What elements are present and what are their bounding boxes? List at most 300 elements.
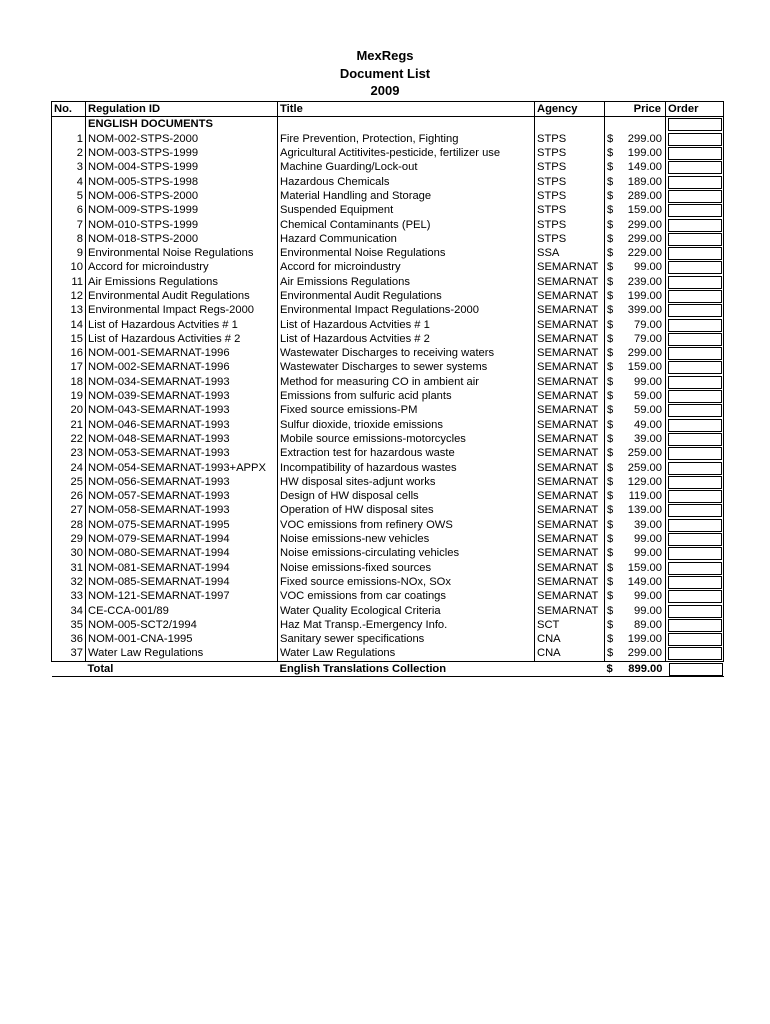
row-number: 19	[52, 389, 86, 403]
agency: SEMARNAT	[535, 475, 605, 489]
price	[605, 418, 666, 432]
price-currency: $	[607, 618, 614, 631]
table-row	[52, 575, 724, 589]
order-cell	[666, 246, 724, 260]
price	[605, 146, 666, 160]
price-amount: 89.00	[634, 618, 662, 631]
order-input[interactable]	[668, 476, 722, 489]
regulation-id: NOM-004-STPS-1999	[86, 160, 278, 174]
order-input[interactable]	[668, 490, 722, 503]
regulation-id: NOM-046-SEMARNAT-1993	[86, 418, 278, 432]
table-row	[52, 332, 724, 346]
price-currency: $	[607, 204, 614, 217]
table-row	[52, 217, 724, 231]
agency: SEMARNAT	[535, 603, 605, 617]
regulation-id: NOM-080-SEMARNAT-1994	[86, 546, 278, 560]
price	[605, 389, 666, 403]
order-input[interactable]	[668, 261, 722, 274]
regulation-title: Mobile source emissions-motorcycles	[278, 432, 535, 446]
agency: SEMARNAT	[535, 360, 605, 374]
table-row	[52, 146, 724, 160]
price	[605, 189, 666, 203]
row-number: 32	[52, 575, 86, 589]
order-input[interactable]	[668, 147, 722, 160]
order-cell	[666, 489, 724, 503]
order-input[interactable]	[668, 190, 722, 203]
order-input[interactable]	[668, 533, 722, 546]
regulation-title: Operation of HW disposal sites	[278, 503, 535, 517]
price	[605, 260, 666, 274]
price-currency: $	[607, 518, 614, 531]
regulation-title: Extraction test for hazardous waste	[278, 446, 535, 460]
price-currency: $	[607, 504, 614, 517]
price-currency: $	[607, 175, 614, 188]
price-amount: 199.00	[627, 290, 662, 302]
price-currency: $	[607, 432, 614, 445]
regulation-id: NOM-054-SEMARNAT-1993+APPX	[86, 460, 278, 474]
price-currency: $	[607, 361, 614, 374]
agency: SCT	[535, 618, 605, 632]
price-amount: 79.00	[634, 332, 662, 345]
total-title: English Translations Collection	[278, 661, 535, 676]
price-currency: $	[607, 633, 614, 646]
price-amount: 299.00	[627, 347, 662, 360]
regulation-title: Agricultural Actitivites-pesticide, fertilizer use	[278, 146, 535, 160]
price-currency: $	[607, 490, 614, 503]
regulation-title: Fixed source emissions-NOx, SOx	[278, 575, 535, 589]
price-amount: 49.00	[634, 418, 662, 431]
order-input[interactable]	[668, 333, 722, 346]
order-input[interactable]	[668, 319, 722, 332]
regulation-id: NOM-018-STPS-2000	[86, 232, 278, 246]
agency: STPS	[535, 132, 605, 146]
agency: STPS	[535, 203, 605, 217]
regulation-id: NOM-079-SEMARNAT-1994	[86, 532, 278, 546]
price	[605, 646, 666, 661]
table-row	[52, 446, 724, 460]
order-input[interactable]	[668, 376, 722, 389]
price-currency: $	[607, 475, 614, 488]
price-currency: $	[607, 261, 614, 274]
regulation-title: VOC emissions from refinery OWS	[278, 518, 535, 532]
header-brand: MexRegs	[356, 48, 414, 63]
price-currency: $	[607, 232, 614, 245]
regulation-id: NOM-081-SEMARNAT-1994	[86, 561, 278, 575]
regulation-id: NOM-085-SEMARNAT-1994	[86, 575, 278, 589]
price-amount: 149.00	[627, 575, 662, 588]
table-row	[52, 289, 724, 303]
regulation-id: NOM-006-STPS-2000	[86, 189, 278, 203]
row-number: 28	[52, 518, 86, 532]
price	[605, 275, 666, 289]
price-currency: $	[607, 547, 614, 560]
regulation-title: List of Hazardous Actvities # 1	[278, 317, 535, 331]
order-input[interactable]	[668, 562, 722, 575]
row-number: 1	[52, 132, 86, 146]
order-input[interactable]	[668, 447, 722, 460]
regulation-title: Incompatibility of hazardous wastes	[278, 460, 535, 474]
order-input[interactable]	[668, 547, 722, 560]
agency: SEMARNAT	[535, 503, 605, 517]
order-input[interactable]	[668, 404, 722, 417]
regulation-title: Water Quality Ecological Criteria	[278, 603, 535, 617]
table-row	[52, 603, 724, 617]
price-amount: 299.00	[627, 132, 662, 145]
agency: CNA	[535, 646, 605, 661]
price-currency: $	[607, 647, 614, 660]
order-cell	[666, 546, 724, 560]
table-row	[52, 303, 724, 317]
order-cell	[666, 360, 724, 374]
agency: SEMARNAT	[535, 403, 605, 417]
order-cell	[666, 389, 724, 403]
price-amount: 79.00	[634, 318, 662, 331]
order-input[interactable]	[668, 233, 722, 246]
order-cell	[666, 217, 724, 231]
price-amount: 39.00	[634, 432, 662, 445]
price	[605, 618, 666, 632]
price-currency: $	[607, 247, 614, 260]
regulation-id: NOM-009-STPS-1999	[86, 203, 278, 217]
agency: SEMARNAT	[535, 518, 605, 532]
order-input[interactable]	[668, 504, 722, 517]
row-number: 26	[52, 489, 86, 503]
order-input[interactable]	[668, 590, 722, 603]
regulation-title: Sulfur dioxide, trioxide emissions	[278, 418, 535, 432]
price-currency: $	[607, 461, 614, 474]
row-number: 22	[52, 432, 86, 446]
price-amount: 289.00	[627, 189, 662, 202]
order-cell	[666, 375, 724, 389]
regulation-id: NOM-010-STPS-1999	[86, 217, 278, 231]
price-currency: $	[607, 590, 614, 603]
order-input[interactable]	[668, 619, 722, 632]
table-row	[52, 275, 724, 289]
order-cell	[666, 632, 724, 646]
price-currency: $	[607, 575, 614, 588]
price	[605, 475, 666, 489]
agency: SEMARNAT	[535, 346, 605, 360]
table-row	[52, 317, 724, 331]
price-amount: 59.00	[634, 390, 662, 403]
order-cell	[666, 561, 724, 575]
regulation-id: NOM-057-SEMARNAT-1993	[86, 489, 278, 503]
row-number: 6	[52, 203, 86, 217]
price-currency: $	[607, 147, 614, 160]
order-input[interactable]	[668, 433, 722, 446]
regulation-title: Emissions from sulfuric acid plants	[278, 389, 535, 403]
regulation-id: NOM-121-SEMARNAT-1997	[86, 589, 278, 603]
regulation-title: Environmental Noise Regulations	[278, 246, 535, 260]
row-number: 5	[52, 189, 86, 203]
price	[605, 489, 666, 503]
agency: SEMARNAT	[535, 561, 605, 575]
order-cell	[666, 446, 724, 460]
order-input[interactable]	[668, 247, 722, 260]
order-input[interactable]	[668, 605, 722, 618]
table-row	[52, 632, 724, 646]
table-row	[52, 532, 724, 546]
row-number: 30	[52, 546, 86, 560]
price	[605, 174, 666, 188]
agency: SEMARNAT	[535, 375, 605, 389]
row-number: 9	[52, 246, 86, 260]
order-cell	[666, 275, 724, 289]
price-amount: 299.00	[627, 647, 662, 660]
regulation-id: NOM-075-SEMARNAT-1995	[86, 518, 278, 532]
regulation-title: Environmental Audit Regulations	[278, 289, 535, 303]
price	[605, 503, 666, 517]
order-input[interactable]	[668, 304, 722, 317]
price-currency: $	[607, 561, 614, 574]
regulation-id: List of Hazardous Actvities # 1	[86, 317, 278, 331]
agency: SEMARNAT	[535, 460, 605, 474]
regulation-title: VOC emissions from car coatings	[278, 589, 535, 603]
regulation-id: NOM-053-SEMARNAT-1993	[86, 446, 278, 460]
order-cell	[666, 203, 724, 217]
regulation-id: Environmental Impact Regs-2000	[86, 303, 278, 317]
order-input[interactable]	[668, 161, 722, 174]
price-amount: 99.00	[634, 590, 662, 603]
col-header-agency: Agency	[535, 102, 605, 117]
agency: SEMARNAT	[535, 546, 605, 560]
total-row	[52, 661, 724, 676]
price-currency: $	[607, 533, 614, 546]
row-number: 4	[52, 174, 86, 188]
price	[605, 232, 666, 246]
regulation-title: Environmental Impact Regulations-2000	[278, 303, 535, 317]
regulation-title: HW disposal sites-adjunt works	[278, 475, 535, 489]
regulation-id: Environmental Audit Regulations	[86, 289, 278, 303]
agency: SEMARNAT	[535, 446, 605, 460]
table-row	[52, 618, 724, 632]
agency: SEMARNAT	[535, 489, 605, 503]
price	[605, 632, 666, 646]
price	[605, 446, 666, 460]
agency: SEMARNAT	[535, 275, 605, 289]
order-cell	[666, 432, 724, 446]
order-input[interactable]	[668, 176, 722, 189]
regulation-id: NOM-001-SEMARNAT-1996	[86, 346, 278, 360]
regulation-title: Fire Prevention, Protection, Fighting	[278, 132, 535, 146]
order-input[interactable]	[668, 290, 722, 303]
row-number: 34	[52, 603, 86, 617]
order-cell	[666, 174, 724, 188]
agency: SEMARNAT	[535, 589, 605, 603]
price-currency: $	[607, 604, 614, 617]
regulation-title: Wastewater Discharges to sewer systems	[278, 360, 535, 374]
row-number: 13	[52, 303, 86, 317]
row-number: 15	[52, 332, 86, 346]
order-input[interactable]	[668, 647, 722, 660]
table-row	[52, 546, 724, 560]
total-price	[605, 661, 666, 676]
price-currency: $	[607, 418, 614, 431]
order-cell	[666, 260, 724, 274]
agency: SEMARNAT	[535, 532, 605, 546]
total-price-currency: $	[606, 662, 613, 675]
price-amount: 299.00	[627, 218, 662, 231]
table-row	[52, 360, 724, 374]
col-header-title: Title	[278, 102, 535, 117]
order-input[interactable]	[669, 663, 723, 676]
order-cell	[666, 132, 724, 146]
agency: SEMARNAT	[535, 332, 605, 346]
order-input[interactable]	[668, 519, 722, 532]
table-row	[52, 418, 724, 432]
order-input[interactable]	[668, 219, 722, 232]
price-amount: 39.00	[634, 518, 662, 531]
regulation-id: NOM-002-SEMARNAT-1996	[86, 360, 278, 374]
order-cell	[666, 403, 724, 417]
row-number: 16	[52, 346, 86, 360]
price	[605, 360, 666, 374]
row-number: 11	[52, 275, 86, 289]
regulation-id: Environmental Noise Regulations	[86, 246, 278, 260]
price	[605, 432, 666, 446]
table-row	[52, 475, 724, 489]
order-cell	[666, 532, 724, 546]
order-input[interactable]	[668, 390, 722, 403]
price-amount: 159.00	[627, 204, 662, 217]
regulation-id: NOM-005-SCT2/1994	[86, 618, 278, 632]
regulation-id: NOM-034-SEMARNAT-1993	[86, 375, 278, 389]
price-amount: 119.00	[628, 490, 662, 503]
regulation-id: NOM-048-SEMARNAT-1993	[86, 432, 278, 446]
row-number: 3	[52, 160, 86, 174]
price-amount: 199.00	[627, 147, 662, 160]
row-number: 7	[52, 217, 86, 231]
agency: STPS	[535, 174, 605, 188]
table-row	[52, 246, 724, 260]
price-currency: $	[607, 318, 614, 331]
row-number: 8	[52, 232, 86, 246]
order-input[interactable]	[668, 361, 722, 374]
order-cell	[666, 603, 724, 617]
order-cell	[666, 418, 724, 432]
col-header-price: Price	[605, 102, 666, 117]
row-number: 20	[52, 403, 86, 417]
price-amount: 149.00	[627, 161, 662, 174]
row-number: 21	[52, 418, 86, 432]
price-amount: 189.00	[627, 175, 662, 188]
agency: STPS	[535, 189, 605, 203]
row-number: 23	[52, 446, 86, 460]
regulation-id: Air Emissions Regulations	[86, 275, 278, 289]
col-header-regulation-id: Regulation ID	[86, 102, 278, 117]
price	[605, 317, 666, 331]
price-amount: 129.00	[627, 475, 662, 488]
col-header-order: Order	[666, 102, 724, 117]
price-amount: 239.00	[627, 275, 662, 288]
table-row	[52, 174, 724, 188]
regulation-id: NOM-039-SEMARNAT-1993	[86, 389, 278, 403]
table-row	[52, 203, 724, 217]
row-number: 29	[52, 532, 86, 546]
regulation-title: Material Handling and Storage	[278, 189, 535, 203]
regulation-id: NOM-001-CNA-1995	[86, 632, 278, 646]
order-input[interactable]	[668, 462, 722, 475]
price	[605, 546, 666, 560]
price-amount: 399.00	[627, 304, 662, 317]
price	[605, 403, 666, 417]
regulation-id: NOM-056-SEMARNAT-1993	[86, 475, 278, 489]
agency: STPS	[535, 217, 605, 231]
order-cell	[666, 317, 724, 331]
order-input[interactable]	[668, 133, 722, 146]
regulation-title: Accord for microindustry	[278, 260, 535, 274]
order-input[interactable]	[668, 276, 722, 289]
regulation-id: List of Hazardous Activities # 2	[86, 332, 278, 346]
agency: SEMARNAT	[535, 317, 605, 331]
table-row	[52, 389, 724, 403]
price-currency: $	[607, 404, 614, 417]
price-amount: 199.00	[627, 633, 662, 646]
price-amount: 259.00	[627, 461, 662, 474]
table-row	[52, 189, 724, 203]
document-list-table	[51, 101, 724, 677]
order-cell	[666, 518, 724, 532]
price	[605, 246, 666, 260]
order-input[interactable]	[668, 576, 722, 589]
regulation-title: Haz Mat Transp.-Emergency Info.	[278, 618, 535, 632]
regulation-title: Design of HW disposal cells	[278, 489, 535, 503]
price	[605, 217, 666, 231]
table-row	[52, 132, 724, 146]
price-currency: $	[607, 447, 614, 460]
price	[605, 332, 666, 346]
table-row	[52, 260, 724, 274]
agency: SEMARNAT	[535, 289, 605, 303]
table-row	[52, 489, 724, 503]
agency: SEMARNAT	[535, 418, 605, 432]
order-input[interactable]	[668, 347, 722, 360]
row-number: 10	[52, 260, 86, 274]
price-currency: $	[607, 304, 614, 317]
row-number: 37	[52, 646, 86, 661]
price-currency: $	[607, 347, 614, 360]
row-number: 27	[52, 503, 86, 517]
price	[605, 575, 666, 589]
regulation-title: Sanitary sewer specifications	[278, 632, 535, 646]
order-input[interactable]	[668, 118, 722, 131]
price-amount: 59.00	[634, 404, 662, 417]
price-currency: $	[607, 290, 614, 302]
regulation-id: NOM-058-SEMARNAT-1993	[86, 503, 278, 517]
table-row	[52, 589, 724, 603]
price-amount: 139.00	[627, 504, 662, 517]
order-cell	[666, 160, 724, 174]
row-number: 12	[52, 289, 86, 303]
agency: STPS	[535, 146, 605, 160]
section-label: ENGLISH DOCUMENTS	[86, 117, 278, 132]
order-input[interactable]	[668, 419, 722, 432]
price-amount: 99.00	[634, 533, 662, 546]
price-currency: $	[607, 275, 614, 288]
price-amount: 299.00	[627, 232, 662, 245]
price	[605, 160, 666, 174]
order-cell	[666, 618, 724, 632]
order-cell	[666, 232, 724, 246]
price	[605, 518, 666, 532]
price-amount: 229.00	[627, 247, 662, 260]
price	[605, 132, 666, 146]
order-cell	[666, 475, 724, 489]
order-input[interactable]	[668, 633, 722, 646]
order-input[interactable]	[668, 204, 722, 217]
price-currency: $	[607, 390, 614, 403]
table-row	[52, 646, 724, 661]
